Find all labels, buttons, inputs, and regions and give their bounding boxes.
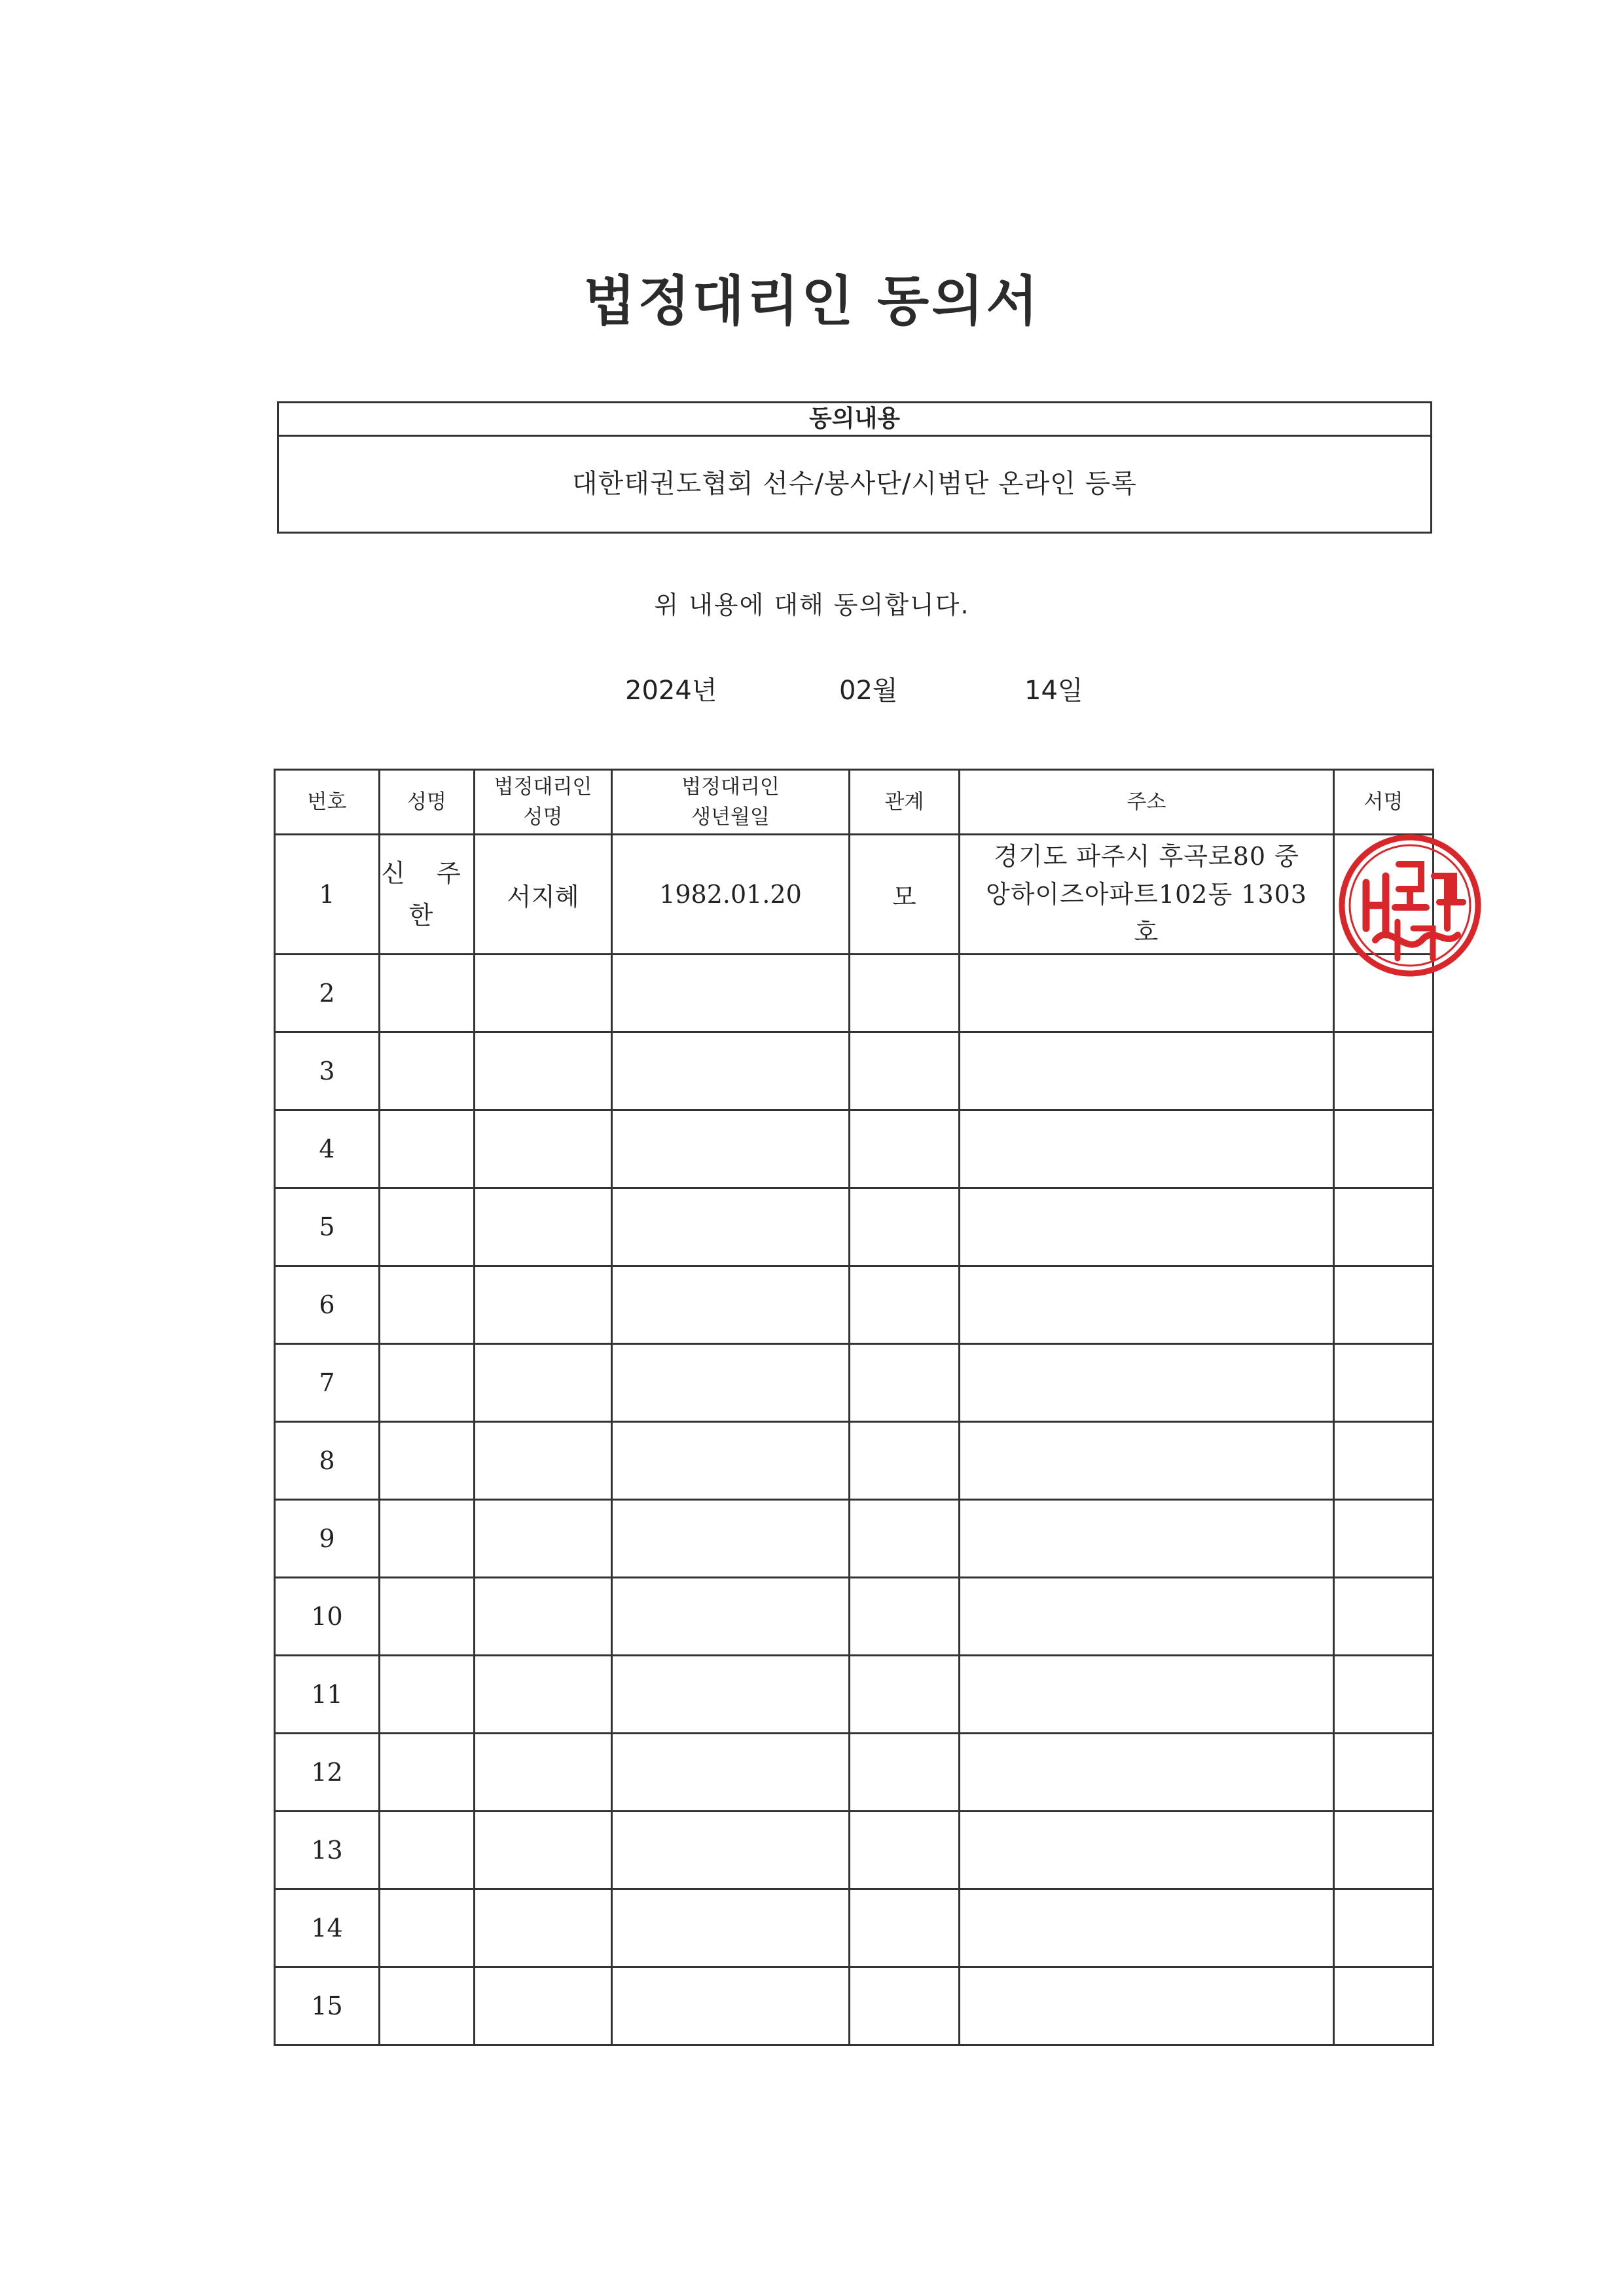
cell-rep-name: 서지혜 [475,835,612,955]
cell-no: 13 [275,1812,380,1889]
table-row [275,1188,1434,1266]
guardian-table [274,769,1434,2046]
cell-no: 1 [275,835,380,955]
table-row [275,1967,1434,2045]
table-row [275,1889,1434,1967]
cell-no: 5 [275,1188,380,1266]
cell-rep-birth: 1982.01.20 [612,835,850,955]
document-title: 법정대리인 동의서 [583,270,1041,333]
header-address: 주소 [960,770,1334,835]
date-month: 02월 [839,676,898,706]
cell-no: 15 [275,1967,380,2045]
table-row [275,1578,1434,1656]
consent-content: 대한태권도협회 선수/봉사단/시범단 온라인 등록 [572,469,1137,499]
cell-signature [1334,835,1434,955]
header-name: 성명 [380,770,475,835]
cell-no: 7 [275,1344,380,1422]
table-row [275,1734,1434,1812]
table-row [275,1032,1434,1110]
consent-header: 동의내용 [279,403,1430,437]
header-no: 번호 [275,770,380,835]
table-row [275,1500,1434,1578]
cell-no: 14 [275,1889,380,1967]
table-row [275,955,1434,1032]
header-rep-birth: 법정대리인 생년월일 [612,770,850,835]
cell-no: 12 [275,1734,380,1812]
cell-no: 6 [275,1266,380,1344]
cell-name: 신 주 한 [380,835,475,955]
consent-box [277,401,1432,534]
cell-no: 9 [275,1500,380,1578]
table-row [275,1344,1434,1422]
table-header-row [275,770,1434,835]
date-day: 14일 [1024,676,1083,706]
cell-no: 3 [275,1032,380,1110]
table-row [275,835,1434,955]
table-row [275,1266,1434,1344]
cell-no: 4 [275,1110,380,1188]
header-rep-name: 법정대리인 성명 [475,770,612,835]
table-row [275,1422,1434,1500]
table-row [275,1812,1434,1889]
cell-no: 10 [275,1578,380,1656]
cell-no: 8 [275,1422,380,1500]
cell-no: 2 [275,955,380,1032]
table-row [275,1110,1434,1188]
header-relation: 관계 [850,770,960,835]
cell-no: 11 [275,1656,380,1734]
cell-address: 경기도 파주시 후곡로80 중 앙하이즈아파트102동 1303 호 [960,835,1334,955]
date-year: 2024년 [625,676,717,706]
cell-relation: 모 [850,835,960,955]
agreement-statement: 위 내용에 대해 동의합니다. [654,591,970,619]
header-signature: 서명 [1334,770,1434,835]
table-row [275,1656,1434,1734]
